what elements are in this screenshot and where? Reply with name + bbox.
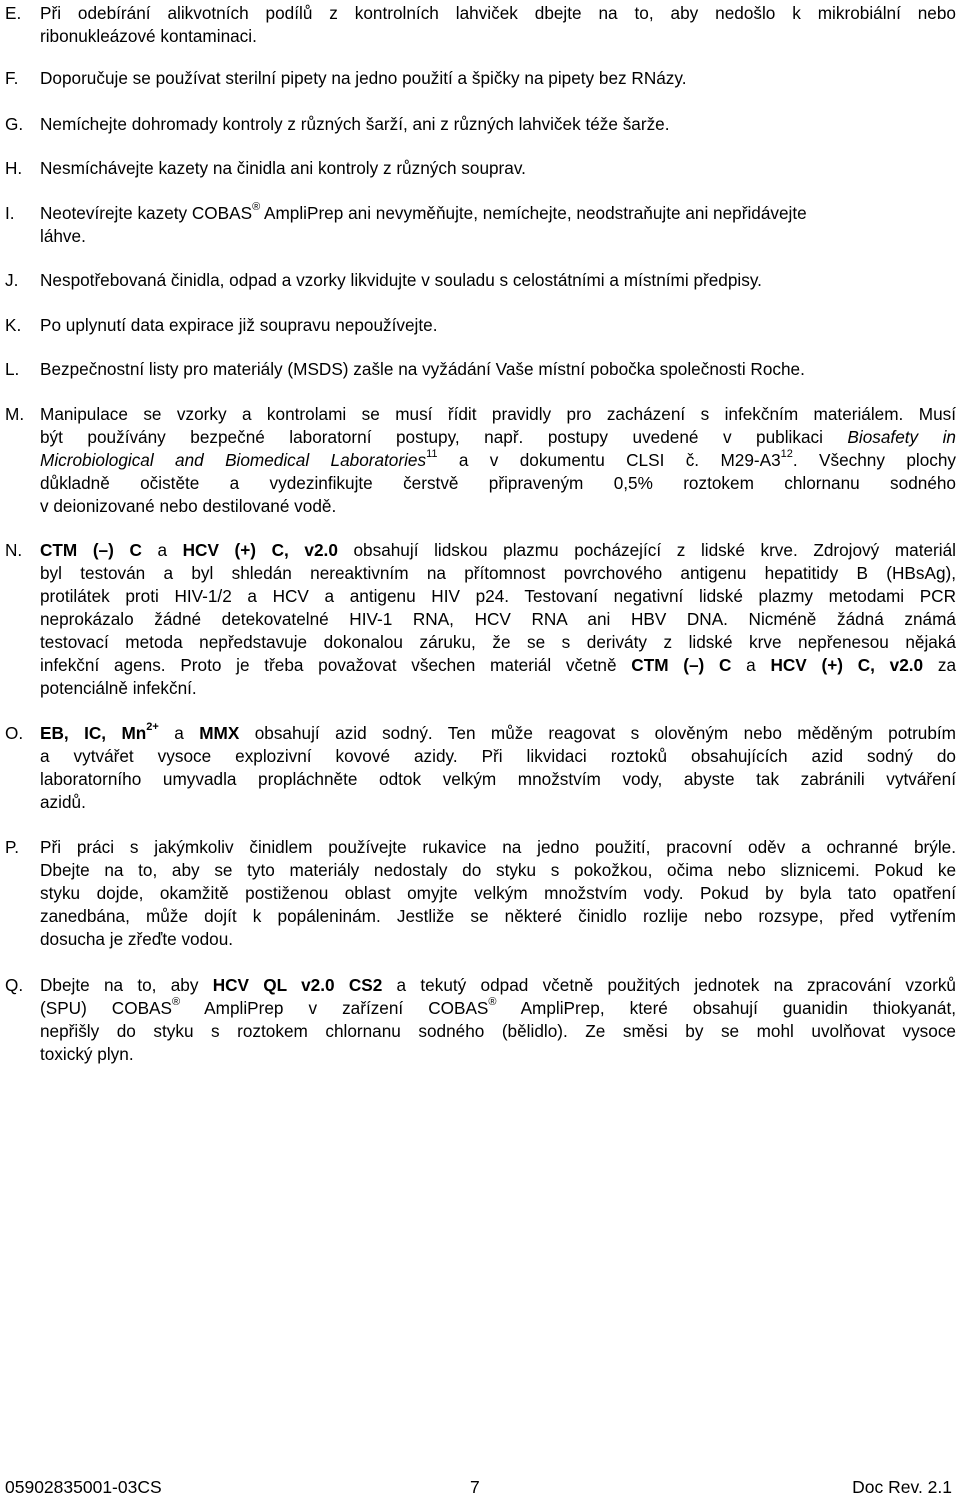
text-fragment: a tekutý odpad včetně použitých jednotek na zpracování vzorků — [382, 975, 956, 995]
item-letter: F. — [5, 68, 19, 88]
item-text — [40, 2, 956, 48]
text-fragment: AmpliPrep ani nevyměňujte, nemíchejte, neodstraňujte ani nepřidávejte — [260, 203, 807, 223]
item-letter: G. — [5, 114, 24, 134]
item-text — [40, 358, 956, 381]
text-line: láhve. — [40, 226, 86, 246]
text-fragment: a v dokumentu CLSI č. M29-A3 — [437, 450, 781, 470]
item-text — [40, 113, 956, 136]
item-text — [40, 202, 956, 248]
item-text — [40, 836, 956, 951]
item-text — [40, 157, 956, 180]
text-fragment: Dbejte na to, aby — [40, 975, 213, 995]
text-fragment: infekční agens. Proto je třeba považovat všechen materiál včetně — [40, 655, 632, 675]
registered-mark: ® — [171, 996, 181, 1008]
text-line: Po uplynutí data expirace již soupravu nepoužívejte. — [40, 315, 438, 335]
text-line: dosucha je zřeďte vodou. — [40, 929, 234, 949]
text-line: Bezpečnostní listy pro materiály (MSDS) zašle na vyžádání Vaše místní pobočka společnosti Roche. — [40, 359, 805, 379]
item-letter: E. — [5, 3, 22, 23]
text-line: Nesmíchávejte kazety na činidla ani kontroly z různých souprav. — [40, 158, 526, 178]
ion-charge: 2+ — [146, 721, 159, 733]
text-line: Manipulace se vzorky a kontrolami se musí řídit pravidly pro zacházení s infekčním materiálem. Musí — [40, 404, 956, 424]
text-line: byl testován a byl shledán nereaktivním na přítomnost povrchového antigenu hepatitidy B (HBsAg), — [40, 563, 956, 583]
text-line: Při práci s jakýmkoliv činidlem používejte rukavice na jedno použití, pracovní oděv a ochranné brýle. — [40, 837, 956, 857]
text-line: zanedbána, může dojít k popáleninám. Jestliže se některé činidlo rozlije nebo rozsype, před vytřením — [40, 906, 956, 926]
item-letter: P. — [5, 837, 20, 857]
registered-mark: ® — [252, 201, 261, 213]
item-text — [40, 539, 956, 700]
text-fragment: AmpliPrep, které obsahují guanidin thiokyanát, — [496, 998, 956, 1018]
publication-title: Microbiological and Biomedical Laboratories — [40, 450, 427, 470]
item-text — [40, 722, 956, 814]
item-letter: N. — [5, 540, 23, 560]
text-line: testovací metoda nepředstavuje dokonalou záruku, že se s deriváty z lidské krve nepřenesou nějaká — [40, 632, 956, 652]
item-letter: M. — [5, 404, 25, 424]
text-line: laboratorního umyvadla propláchněte odtok velkým množstvím vody, abyste tak zabránili vytváření — [40, 769, 956, 789]
text-fragment: a — [731, 655, 771, 675]
text-line: Dbejte na to, aby se tyto materiály nedostaly do styku s pokožkou, očima nebo sliznicemi. Pokud ke — [40, 860, 956, 880]
item-text — [40, 314, 956, 337]
item-letter: J. — [5, 270, 19, 290]
text-line: neprokázalo žádné detekovatelné HIV-1 RNA, HCV RNA ani HBV DNA. Nicméně žádná známá — [40, 609, 956, 629]
text-line: Doporučuje se používat sterilní pipety na jedno použití a špičky na pipety bez RNázy. — [40, 68, 687, 88]
item-letter: O. — [5, 723, 24, 743]
item-text — [40, 269, 956, 292]
reagent-name: CTM (–) C — [40, 540, 142, 560]
text-fragment: Neotevírejte kazety COBAS — [40, 203, 253, 223]
text-fragment: a — [141, 540, 183, 560]
reagent-name: CTM (–) C — [631, 655, 732, 675]
text-line: důkladně očistěte a vydezinfikujte čerstvě připraveným 0,5% roztokem chlornanu sodného — [40, 473, 956, 493]
text-line: ribonukleázové kontaminaci. — [40, 26, 257, 46]
text-line: Při odebírání alikvotních podílů z kontrolních lahviček dbejte na to, aby nedošlo k mikrobiální nebo — [40, 3, 956, 23]
footer-revision: Doc Rev. 2.1 — [852, 1477, 952, 1497]
text-fragment: obsahují lidskou plazmu pocházející z lidské krve. Zdrojový materiál — [337, 540, 956, 560]
item-letter: I. — [5, 203, 15, 223]
text-line: styku dojde, okamžitě postiženou oblast omyjte velkým množstvím vody. Pokud by byla tato opatření — [40, 883, 956, 903]
text-fragment: (SPU) COBAS — [40, 998, 172, 1018]
text-line: toxický plyn. — [40, 1044, 134, 1064]
item-text — [40, 974, 956, 1066]
text-line: azidů. — [40, 792, 86, 812]
reagent-name: HCV (+) C, v2.0 — [182, 540, 338, 560]
item-letter: Q. — [5, 975, 24, 995]
text-fragment: AmpliPrep v zařízení COBAS — [180, 998, 489, 1018]
text-line: protilátek proti HIV-1/2 a HCV a antigenu HIV p24. Testovaní negativní lidské plazmy metodami PCR — [40, 586, 956, 606]
reagent-name: MMX — [199, 723, 240, 743]
text-line: v deionizované nebo destilované vodě. — [40, 496, 337, 516]
reagent-name: HCV (+) C, v2.0 — [770, 655, 924, 675]
text-line: nepřišly do styku s roztokem chlornanu sodného (bělidlo). Ze směsi by se mohl uvolňovat vysoce — [40, 1021, 956, 1041]
text-line: Nemíchejte dohromady kontroly z různých šarží, ani z různých lahviček téže šarže. — [40, 114, 670, 134]
registered-mark: ® — [488, 996, 497, 1008]
text-line: potenciálně infekční. — [40, 678, 197, 698]
text-fragment: a — [158, 723, 200, 743]
reagent-name: EB, IC, Mn — [40, 723, 147, 743]
text-fragment: obsahují azid sodný. Ten může reagovat s olověným nebo měděným potrubím — [239, 723, 956, 743]
item-letter: K. — [5, 315, 22, 335]
item-text — [40, 67, 956, 90]
footnote-ref: 12 — [780, 448, 793, 460]
text-line: Nespotřebovaná činidla, odpad a vzorky likvidujte v souladu s celostátními a místními předpisy. — [40, 270, 762, 290]
text-line: a vytvářet vysoce explozivní kovové azidy. Při likvidaci roztoků obsahujících azid sodný do — [40, 746, 956, 766]
footnote-ref: 11 — [426, 448, 438, 460]
publication-title: Biosafety in — [847, 427, 956, 447]
text-fragment: . Všechny plochy — [792, 450, 956, 470]
item-letter: H. — [5, 158, 23, 178]
item-letter: L. — [5, 359, 20, 379]
text-fragment: být používány bezpečné laboratorní postupy, např. postupy uvedené v publikaci — [40, 427, 848, 447]
item-text — [40, 403, 956, 518]
reagent-name: HCV QL v2.0 CS2 — [212, 975, 383, 995]
footer-doc-number: 05902835001-03CS — [5, 1477, 162, 1497]
footer-page-number: 7 — [470, 1477, 480, 1497]
text-fragment: za — [923, 655, 957, 675]
